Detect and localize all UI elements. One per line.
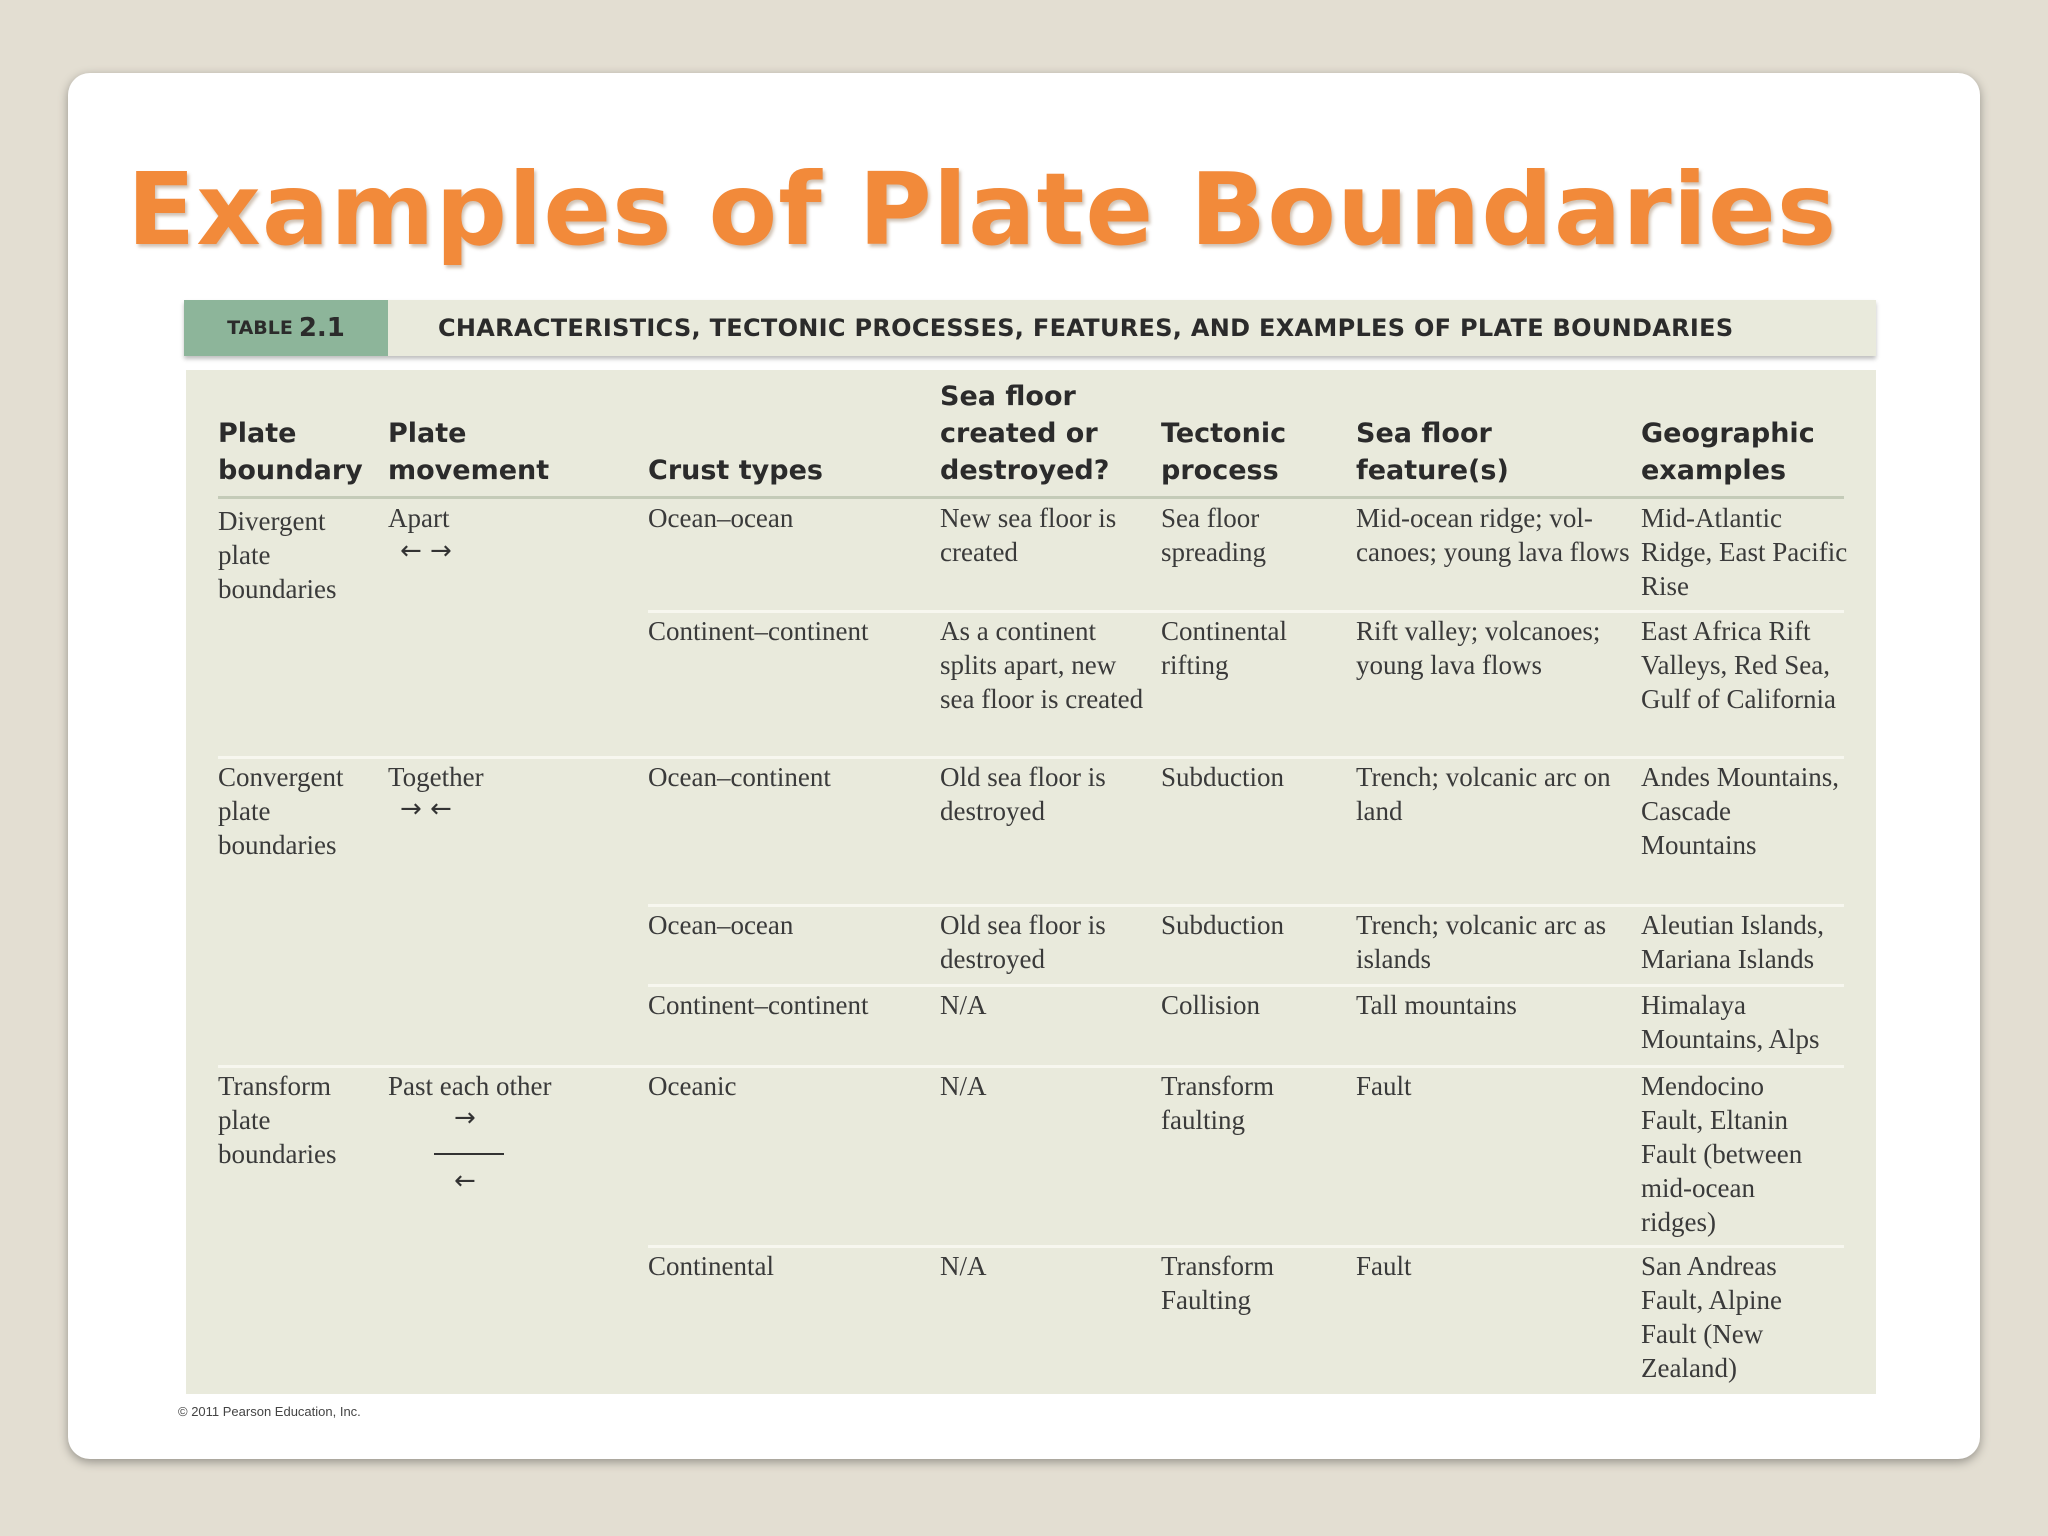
row-divider	[648, 904, 1844, 907]
table-caption: CHARACTERISTICS, TECTONIC PROCESSES, FEATURES, AND EXAMPLES OF PLATE BOUNDARIES	[438, 314, 1734, 342]
row5-feature: Fault	[1356, 1071, 1412, 1101]
row0-crust: Ocean–ocean	[648, 503, 794, 533]
group-transform-movement: Past each other	[388, 1071, 552, 1101]
row-divider	[648, 984, 1844, 987]
table-label-prefix: TABLE	[227, 317, 293, 339]
row5-examples: Mendocino Fault, Eltanin Fault (between mid-ocean ridges)	[1641, 1071, 1803, 1237]
col-head-plate-boundary: Plate boundary	[218, 418, 363, 486]
row0-process: Sea floor spreading	[1161, 503, 1266, 567]
header-rule	[218, 496, 1844, 499]
table-body	[186, 370, 1876, 1394]
row6-examples: San Andreas Fault, Alpine Fault (New Zealand)	[1641, 1251, 1782, 1383]
row1-feature: Rift valley; volcanoes; young lava flows	[1356, 616, 1601, 680]
row4-process: Collision	[1161, 990, 1261, 1020]
row3-examples: Aleutian Islands, Mariana Islands	[1641, 910, 1824, 974]
group-divergent-boundary: Divergent plate boundaries	[218, 506, 337, 604]
row4-examples: Himalaya Mountains, Alps	[1641, 990, 1820, 1054]
col-head-plate-movement: Plate movement	[388, 418, 550, 486]
row1-seafloor: As a continent splits apart, new sea floor is created	[940, 616, 1144, 714]
arrows-apart-icon: ← →	[400, 536, 452, 566]
row-divider	[648, 1245, 1844, 1248]
row4-crust: Continent–continent	[648, 990, 869, 1020]
row6-seafloor: N/A	[940, 1251, 987, 1281]
row6-process: Transform Faulting	[1161, 1251, 1275, 1315]
col-head-crust-types: Crust types	[648, 455, 823, 486]
row5-process: Transform faulting	[1161, 1071, 1275, 1135]
table-number-label	[184, 300, 388, 356]
row6-feature: Fault	[1356, 1251, 1412, 1281]
row2-examples: Andes Mountains, Cascade Mountains	[1641, 762, 1839, 860]
row3-process: Subduction	[1161, 910, 1285, 940]
group-convergent-boundary: Convergent plate boundaries	[218, 762, 344, 860]
group-transform-boundary: Transform plate boundaries	[218, 1071, 337, 1169]
col-head-tectonic-process: Tectonic process	[1161, 418, 1287, 486]
row2-seafloor: Old sea floor is destroyed	[940, 762, 1106, 826]
row1-crust: Continent–continent	[648, 616, 869, 646]
row2-crust: Ocean–continent	[648, 762, 831, 792]
row3-seafloor: Old sea floor is destroyed	[940, 910, 1106, 974]
row4-seafloor: N/A	[940, 990, 987, 1020]
fault-line-icon	[434, 1153, 504, 1155]
row1-examples: East Africa Rift Valleys, Red Sea, Gulf of California	[1641, 616, 1836, 714]
arrow-right-icon: →	[454, 1103, 476, 1133]
row3-feature: Trench; volcanic arc as islands	[1356, 910, 1607, 974]
row-divider	[218, 1065, 1844, 1068]
row0-examples: Mid-Atlantic Ridge, East Pacific Rise	[1641, 503, 1848, 601]
col-head-sea-floor-features: Sea floor feature(s)	[1356, 418, 1509, 486]
table-label-number: 2.1	[298, 313, 345, 343]
row5-crust: Oceanic	[648, 1071, 737, 1101]
row0-seafloor: New sea floor is created	[940, 503, 1117, 567]
row1-process: Continental rifting	[1161, 616, 1287, 680]
group-convergent-movement: Together	[388, 762, 484, 792]
row0-feature: Mid-ocean ridge; vol-canoes; young lava flows	[1356, 503, 1630, 567]
arrow-left-icon: ←	[454, 1166, 476, 1196]
row5-seafloor: N/A	[940, 1071, 987, 1101]
col-head-geographic-examples: Geographic examples	[1641, 418, 1815, 486]
row3-crust: Ocean–ocean	[648, 910, 794, 940]
row2-feature: Trench; volcanic arc on land	[1356, 762, 1611, 826]
row-divider	[218, 756, 1844, 759]
copyright-notice: © 2011 Pearson Education, Inc.	[178, 1404, 361, 1419]
row6-crust: Continental	[648, 1251, 774, 1281]
group-divergent-movement: Apart	[388, 503, 450, 533]
col-head-sea-floor-created: Sea floor created or destroyed?	[940, 381, 1110, 486]
row-divider	[648, 610, 1844, 613]
slide-title: Examples of Plate Boundaries	[127, 151, 1838, 268]
row4-feature: Tall mountains	[1356, 990, 1517, 1020]
row2-process: Subduction	[1161, 762, 1285, 792]
table-header-bar	[184, 300, 1876, 356]
arrows-together-icon: → ←	[400, 794, 452, 824]
